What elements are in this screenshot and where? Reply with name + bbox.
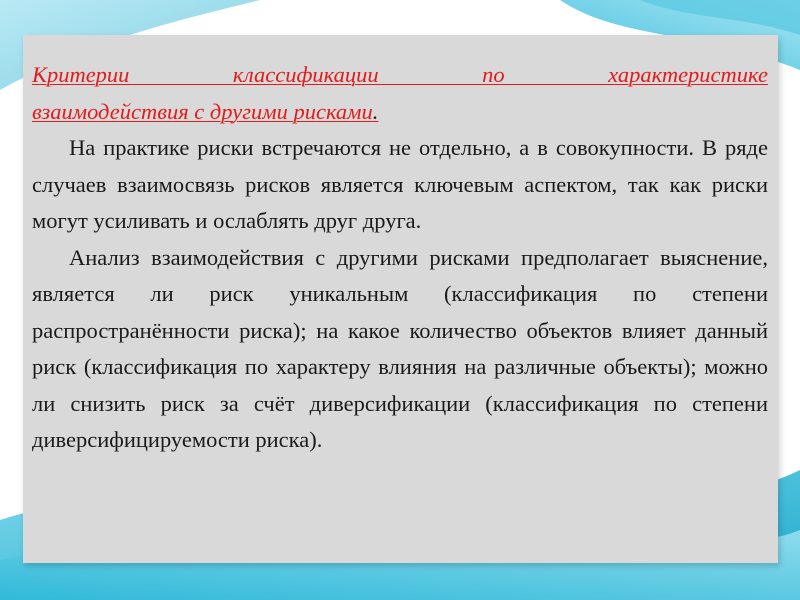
paragraph-2: Анализ взаимодействия с другими рисками предполагает выяснение, является ли риск уникальным (классификация по степени распространённости риска); на какое количество объектов влияет данный риск (классификация по характеру влияния на различные объекты); можно ли снизить риск за счёт диверсификации (классификация по степени диверсифицируемости риска).	[32, 244, 768, 452]
slide-heading	[32, 57, 768, 130]
heading-line-1: Критерии классификации по характеристике	[32, 62, 768, 87]
paragraph-1: На практике риски встречаются не отдельно, а в совокупности. В ряде случаев взаимосвязь рисков является ключевым аспектом, так как риски могут усиливать и ослаблять друг друга.	[32, 135, 768, 233]
heading-end-punctuation: .	[372, 98, 379, 124]
heading-line-2: взаимодействия с другими рисками	[32, 98, 373, 124]
slide-text-block	[32, 57, 768, 459]
